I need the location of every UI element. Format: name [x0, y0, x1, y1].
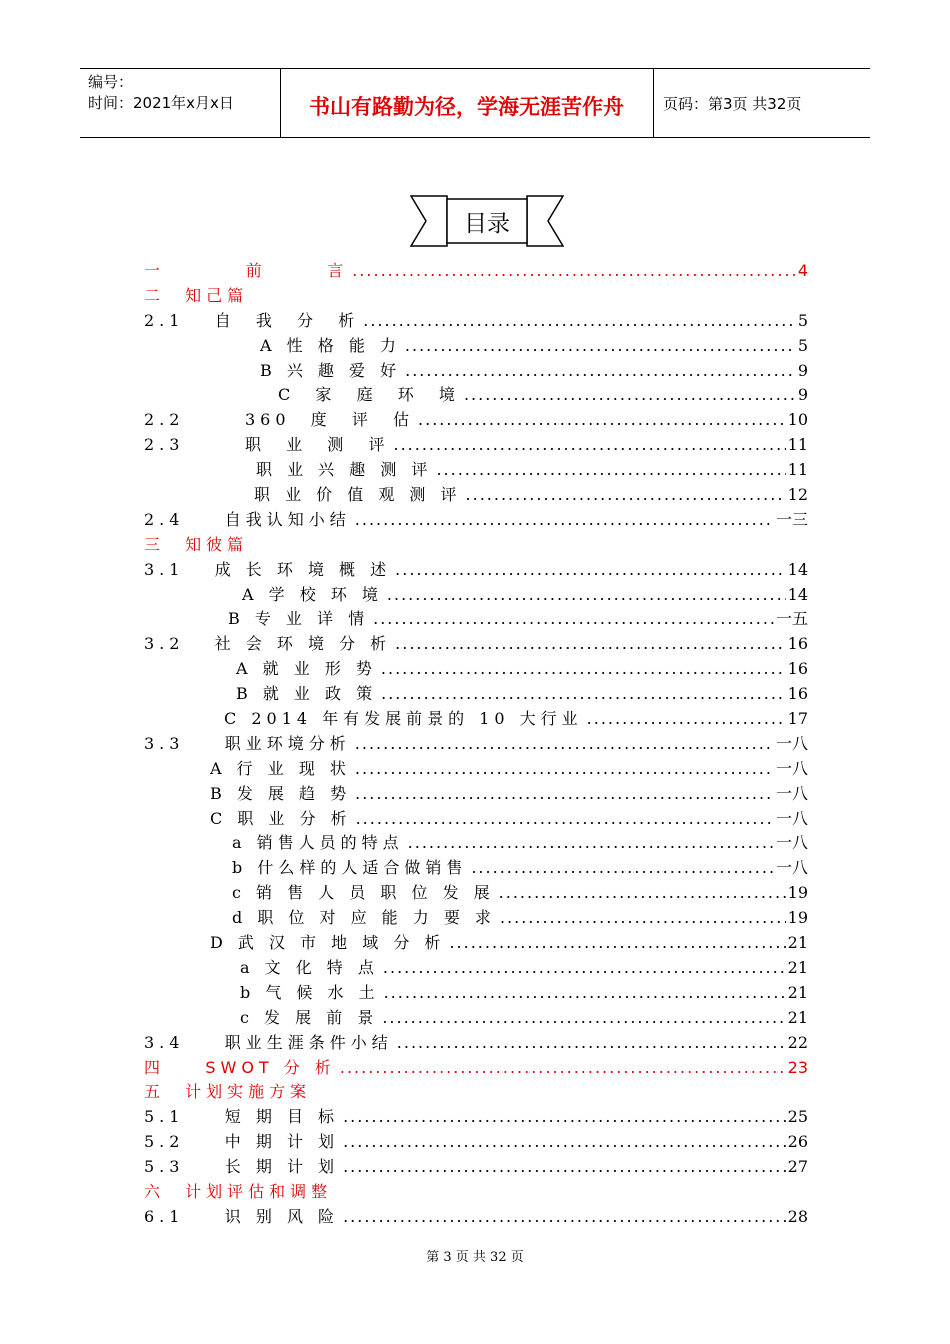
toc-entry-title: 5.2 中 期 计 划 [144, 1132, 340, 1152]
toc-entry[interactable] [144, 359, 808, 384]
toc-page-number: 9 [797, 385, 808, 405]
toc-page-number: 16 [787, 684, 808, 704]
toc-entry[interactable] [144, 732, 808, 757]
toc-leader-dots [445, 931, 785, 956]
header-left [88, 72, 234, 114]
title-banner [410, 195, 564, 247]
toc-entry-title: 职 业 兴 趣 测 评 [256, 460, 433, 480]
toc-leader-dots [389, 433, 785, 458]
toc-entry[interactable] [144, 1006, 808, 1031]
toc-leader-dots [583, 707, 786, 732]
toc-page-number: 9 [797, 360, 808, 380]
table-of-contents [144, 259, 808, 1230]
toc-page-number: 一八 [775, 858, 808, 878]
toc-entry-title: C 家 庭 环 境 [278, 385, 460, 405]
toc-page-number: 19 [787, 908, 808, 928]
page-footer: 第 3 页 共 32 页 [426, 1250, 524, 1265]
toc-leader-dots [393, 1031, 786, 1056]
toc-page-number: 25 [787, 1107, 808, 1127]
toc-page-number: 21 [787, 933, 808, 953]
toc-entry[interactable] [144, 1056, 808, 1081]
toc-entry[interactable] [144, 458, 808, 483]
toc-entry-title: 二 知己篇 [144, 285, 249, 305]
toc-entry-title: 3.2 社 会 环 境 分 析 [144, 634, 392, 654]
toc-entry-title: C 2014 年有发展前景的 10 大行业 [224, 709, 583, 729]
toc-entry[interactable] [144, 807, 808, 832]
toc-entry-title: 职 业 价 值 观 测 评 [254, 485, 462, 505]
toc-entry[interactable] [144, 408, 808, 433]
toc-page-number: 22 [787, 1032, 808, 1052]
toc-leader-dots [467, 856, 774, 881]
toc-entry-title: 3.4 职业生涯条件小结 [144, 1032, 393, 1052]
toc-page-number: 一八 [775, 808, 808, 828]
toc-leader-dots [495, 881, 786, 906]
toc-entry-title: A 行 业 现 状 [210, 758, 351, 778]
toc-entry[interactable] [144, 956, 808, 981]
toc-entry-title: B 兴 趣 爱 好 [260, 360, 402, 380]
toc-leader-dots [380, 981, 786, 1006]
toc-leader-dots [339, 1105, 786, 1130]
toc-leader-dots [359, 309, 796, 334]
toc-page-number: 4 [797, 261, 808, 280]
toc-entry-title: d 职 位 对 应 能 力 要 求 [232, 908, 496, 928]
toc-leader-dots [401, 359, 796, 384]
toc-leader-dots [339, 1205, 786, 1230]
toc-entry[interactable] [144, 1205, 808, 1230]
toc-entry[interactable] [144, 284, 808, 309]
toc-leader-dots [377, 657, 786, 682]
toc-page-number: 28 [787, 1206, 808, 1226]
toc-page-number: 5 [797, 310, 808, 330]
toc-entry-title: 2.4 自我认知小结 [144, 509, 351, 529]
toc-leader-dots [496, 906, 786, 931]
toc-page-number: 一八 [775, 758, 808, 778]
toc-page-number: 16 [787, 659, 808, 679]
toc-page-number: 23 [787, 1057, 808, 1077]
toc-page-number: 12 [787, 485, 808, 505]
toc-entry-title: A 学 校 环 境 [242, 584, 383, 604]
toc-page-number: 一五 [775, 609, 808, 629]
toc-entry[interactable] [144, 607, 808, 632]
toc-page-number: 14 [787, 584, 808, 604]
toc-leader-dots [378, 1006, 785, 1031]
page-title: 目录 [464, 211, 510, 237]
toc-page-number: 一三 [775, 509, 808, 529]
toc-entry-title: c 销 售 人 员 职 位 发 展 [232, 883, 495, 903]
toc-leader-dots [379, 956, 786, 981]
toc-entry-title: C 职 业 分 析 [210, 808, 352, 828]
toc-entry-title: b 气 候 水 土 [240, 982, 380, 1002]
toc-entry[interactable] [144, 782, 808, 807]
toc-leader-dots [462, 483, 786, 508]
toc-entry-title: a 销售人员的特点 [232, 833, 404, 853]
toc-entry-title: B 就 业 政 策 [236, 684, 378, 704]
toc-entry-title: 2.3 职 业 测 评 [144, 435, 390, 455]
toc-entry-title: 六 计划评估和调整 [144, 1181, 333, 1201]
toc-page-number: 27 [787, 1157, 808, 1177]
toc-entry-title: 6.1 识 别 风 险 [144, 1206, 340, 1226]
toc-page-number: 14 [787, 559, 808, 579]
toc-entry-title: c 发 展 前 景 [240, 1007, 379, 1027]
number-label: 编号： [88, 73, 134, 91]
toc-leader-dots [351, 508, 774, 533]
toc-entry[interactable] [144, 981, 808, 1006]
toc-entry[interactable] [144, 1180, 808, 1205]
toc-leader-dots [391, 632, 786, 657]
toc-entry-title: A 性 格 能 力 [260, 335, 401, 355]
toc-entry[interactable] [144, 383, 808, 408]
toc-page-number: 一八 [775, 833, 808, 853]
toc-entry[interactable] [144, 1031, 808, 1056]
toc-entry[interactable] [144, 334, 808, 359]
toc-entry-title: 一 前 言 [144, 261, 349, 280]
toc-leader-dots [460, 383, 796, 408]
toc-entry[interactable] [144, 1080, 808, 1105]
toc-page-number: 一八 [775, 733, 808, 753]
toc-leader-dots [391, 558, 786, 583]
toc-leader-dots [348, 259, 796, 284]
toc-entry[interactable] [144, 583, 808, 608]
toc-entry[interactable] [144, 259, 808, 284]
toc-entry[interactable] [144, 433, 808, 458]
header-divider [653, 69, 654, 137]
toc-entry[interactable] [144, 1155, 808, 1180]
toc-entry[interactable] [144, 632, 808, 657]
toc-leader-dots [351, 782, 774, 807]
toc-entry[interactable] [144, 856, 808, 881]
toc-entry-title: 2.1 自 我 分 析 [144, 310, 360, 330]
toc-entry-title: D 武 汉 市 地 域 分 析 [210, 933, 446, 953]
toc-entry[interactable] [144, 657, 808, 682]
toc-page-number: 21 [787, 957, 808, 977]
toc-entry[interactable] [144, 1105, 808, 1130]
toc-entry[interactable] [144, 707, 808, 732]
toc-entry-title: 2.2 360 度 评 估 [144, 410, 415, 430]
toc-entry-title: B 发 展 趋 势 [210, 783, 352, 803]
toc-entry-title: a 文 化 特 点 [240, 957, 379, 977]
toc-page-number: 5 [797, 335, 808, 355]
toc-page-number: 26 [787, 1132, 808, 1152]
toc-leader-dots [336, 1056, 786, 1081]
toc-leader-dots [352, 807, 774, 832]
toc-page-number: 一八 [775, 783, 808, 803]
toc-page-number: 16 [787, 634, 808, 654]
toc-entry[interactable] [144, 1130, 808, 1155]
toc-leader-dots [383, 583, 786, 608]
page-header [80, 68, 870, 138]
toc-leader-dots [404, 831, 774, 856]
toc-entry[interactable] [144, 533, 808, 558]
toc-entry[interactable] [144, 906, 808, 931]
toc-entry-title: 5.1 短 期 目 标 [144, 1107, 340, 1127]
toc-entry-title: 3.1 成 长 环 境 概 述 [144, 559, 392, 579]
toc-entry[interactable] [144, 483, 808, 508]
toc-entry[interactable] [144, 508, 808, 533]
toc-entry-title: A 就 业 形 势 [236, 659, 377, 679]
motto: 书山有路勤为径，学海无涯苦作舟 [309, 95, 624, 119]
toc-entry-title: 3.3 职业环境分析 [144, 733, 351, 753]
toc-entry-title: 四 SWOT 分 析 [144, 1057, 336, 1077]
toc-entry[interactable] [144, 309, 808, 334]
toc-leader-dots [414, 408, 786, 433]
toc-page-number: 11 [787, 435, 808, 455]
toc-entry-title: 五 计划实施方案 [144, 1082, 312, 1102]
toc-page-number: 17 [787, 709, 808, 729]
toc-entry-title: b 什么样的人适合做销售 [232, 858, 468, 878]
toc-page-number: 11 [787, 460, 808, 480]
toc-leader-dots [432, 458, 785, 483]
toc-entry[interactable] [144, 757, 808, 782]
toc-page-number: 19 [787, 883, 808, 903]
page-label: 页码：第3页 共32页 [663, 95, 802, 113]
time-label: 时间：2021年x月x日 [88, 94, 234, 112]
toc-leader-dots [401, 334, 796, 359]
toc-entry[interactable] [144, 831, 808, 856]
toc-leader-dots [369, 607, 774, 632]
toc-page-number: 21 [787, 982, 808, 1002]
toc-entry[interactable] [144, 931, 808, 956]
toc-entry[interactable] [144, 682, 808, 707]
toc-leader-dots [351, 757, 774, 782]
toc-page-number: 10 [787, 410, 808, 430]
toc-entry-title: B 专 业 详 情 [228, 609, 370, 629]
toc-leader-dots [339, 1155, 786, 1180]
toc-entry[interactable] [144, 558, 808, 583]
toc-leader-dots [339, 1130, 786, 1155]
toc-leader-dots [351, 732, 774, 757]
toc-entry[interactable] [144, 881, 808, 906]
toc-page-number: 21 [787, 1007, 808, 1027]
toc-entry-title: 三 知彼篇 [144, 534, 249, 554]
toc-entry-title: 5.3 长 期 计 划 [144, 1157, 340, 1177]
toc-leader-dots [377, 682, 786, 707]
